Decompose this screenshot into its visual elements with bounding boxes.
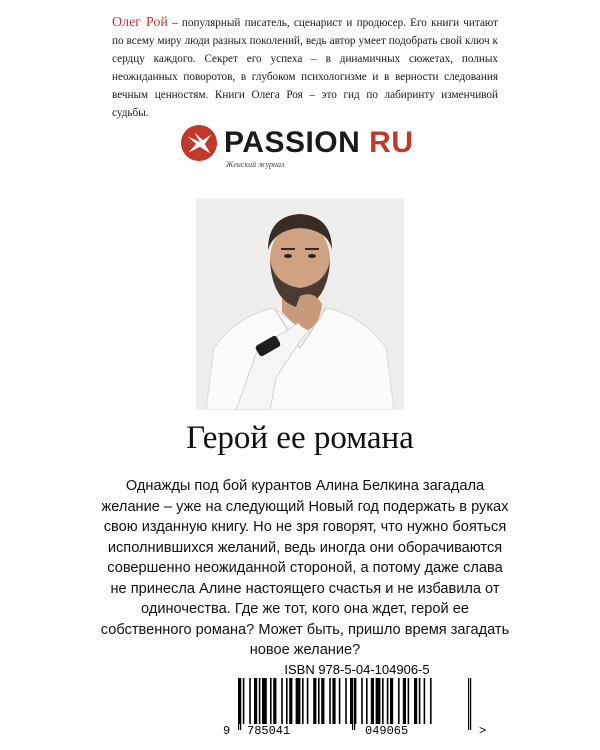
barcode-bar	[382, 678, 384, 724]
barcode-bar	[332, 678, 335, 724]
barcode-bar	[262, 678, 267, 724]
barcode-bar	[424, 678, 426, 724]
logo-word-ru: RU	[360, 126, 414, 159]
isbn-barcode	[222, 678, 492, 738]
barcode-bar	[296, 678, 301, 724]
author-name: Олег Рой	[112, 15, 168, 30]
barcode-bar	[321, 678, 324, 724]
passion-ru-logo	[180, 124, 420, 172]
barcode-bar	[281, 678, 283, 724]
barcode-bar	[339, 678, 341, 724]
barcode-bar	[259, 678, 261, 724]
barcode-guard-bar	[354, 678, 355, 730]
barcode-bar	[329, 678, 331, 724]
barcode-bar	[249, 678, 251, 724]
barcode-bar	[361, 678, 363, 724]
barcode-bar	[273, 678, 276, 724]
author-bio-text: – популярный писатель, сценарист и продюсер. Его книги читают по всему миру люди разных поколений, ведь автор умеет подобрать свой ключ к сердцу каждого. Секрет его успеха – в динамичных сюжетах, полных неожиданных поворотов, в глубоком психологизме и в верности следования вечным ценностям. Книги Олега Роя – это гид по лабиринту изменчивой судьбы.	[112, 17, 499, 119]
book-synopsis: Однажды под бой курантов Алина Белкина загадала желание – уже на следующий Новый год подержать в руках свою изданную книгу. Но не зря говорят, что нужно бояться исполнившихся желаний, ведь иногда они оборачиваются совершенно неожиданной стороной, а потому даже слава не принесла Алине настоящего счастья и не избавила от одиночества. Где же тот, кого она ждет, герой ее собственного романа? Может быть, пришло время загадать новое желание?	[100, 478, 510, 658]
barcode-bar	[387, 678, 389, 724]
barcode-bar	[307, 678, 309, 724]
passion-star-icon	[180, 124, 218, 162]
barcode-guard-bar	[470, 678, 471, 730]
barcode-bar	[289, 678, 292, 724]
author-portrait	[196, 198, 404, 410]
barcode-bar	[366, 678, 368, 724]
barcode-bar	[270, 678, 272, 724]
barcode-bar	[403, 678, 406, 724]
barcode-guard-bar	[468, 678, 469, 730]
barcode-bar	[313, 678, 316, 724]
barcode-left-digits: 785041	[247, 724, 291, 738]
logo-tagline: Женский журнал	[226, 160, 285, 169]
barcode-bar	[318, 678, 320, 724]
barcode-bar	[345, 678, 347, 724]
barcode-bar	[254, 678, 257, 724]
barcode-lead-digit: 9	[223, 724, 231, 738]
logo-word-passion: PASSION	[224, 126, 361, 159]
logo-wordmark	[224, 126, 413, 160]
barcode-bar	[430, 678, 432, 724]
barcode-bar	[414, 678, 417, 724]
barcode-bar	[398, 678, 400, 724]
barcode-end-mark: >	[479, 724, 487, 738]
barcode-bar	[371, 678, 374, 724]
isbn-label: ISBN 978-5-04-104906-5	[284, 662, 430, 677]
barcode-guard-bar	[352, 678, 353, 730]
barcode-bar	[408, 678, 410, 724]
barcode-bar	[286, 678, 288, 724]
barcode-guard-bar	[240, 678, 241, 730]
book-title: Герой ее романа	[186, 420, 414, 456]
barcode-bar	[302, 678, 304, 724]
barcode-digits	[222, 724, 492, 738]
barcode-bar	[419, 678, 421, 724]
barcode-bar	[243, 678, 245, 724]
author-photo	[196, 198, 404, 410]
barcode-guard-bar	[238, 678, 239, 730]
barcode-bars	[222, 678, 492, 730]
author-bio	[112, 14, 498, 122]
barcode-bar	[390, 678, 393, 724]
barcode-right-digits: 049065	[365, 724, 409, 738]
barcode-bar	[376, 678, 381, 724]
